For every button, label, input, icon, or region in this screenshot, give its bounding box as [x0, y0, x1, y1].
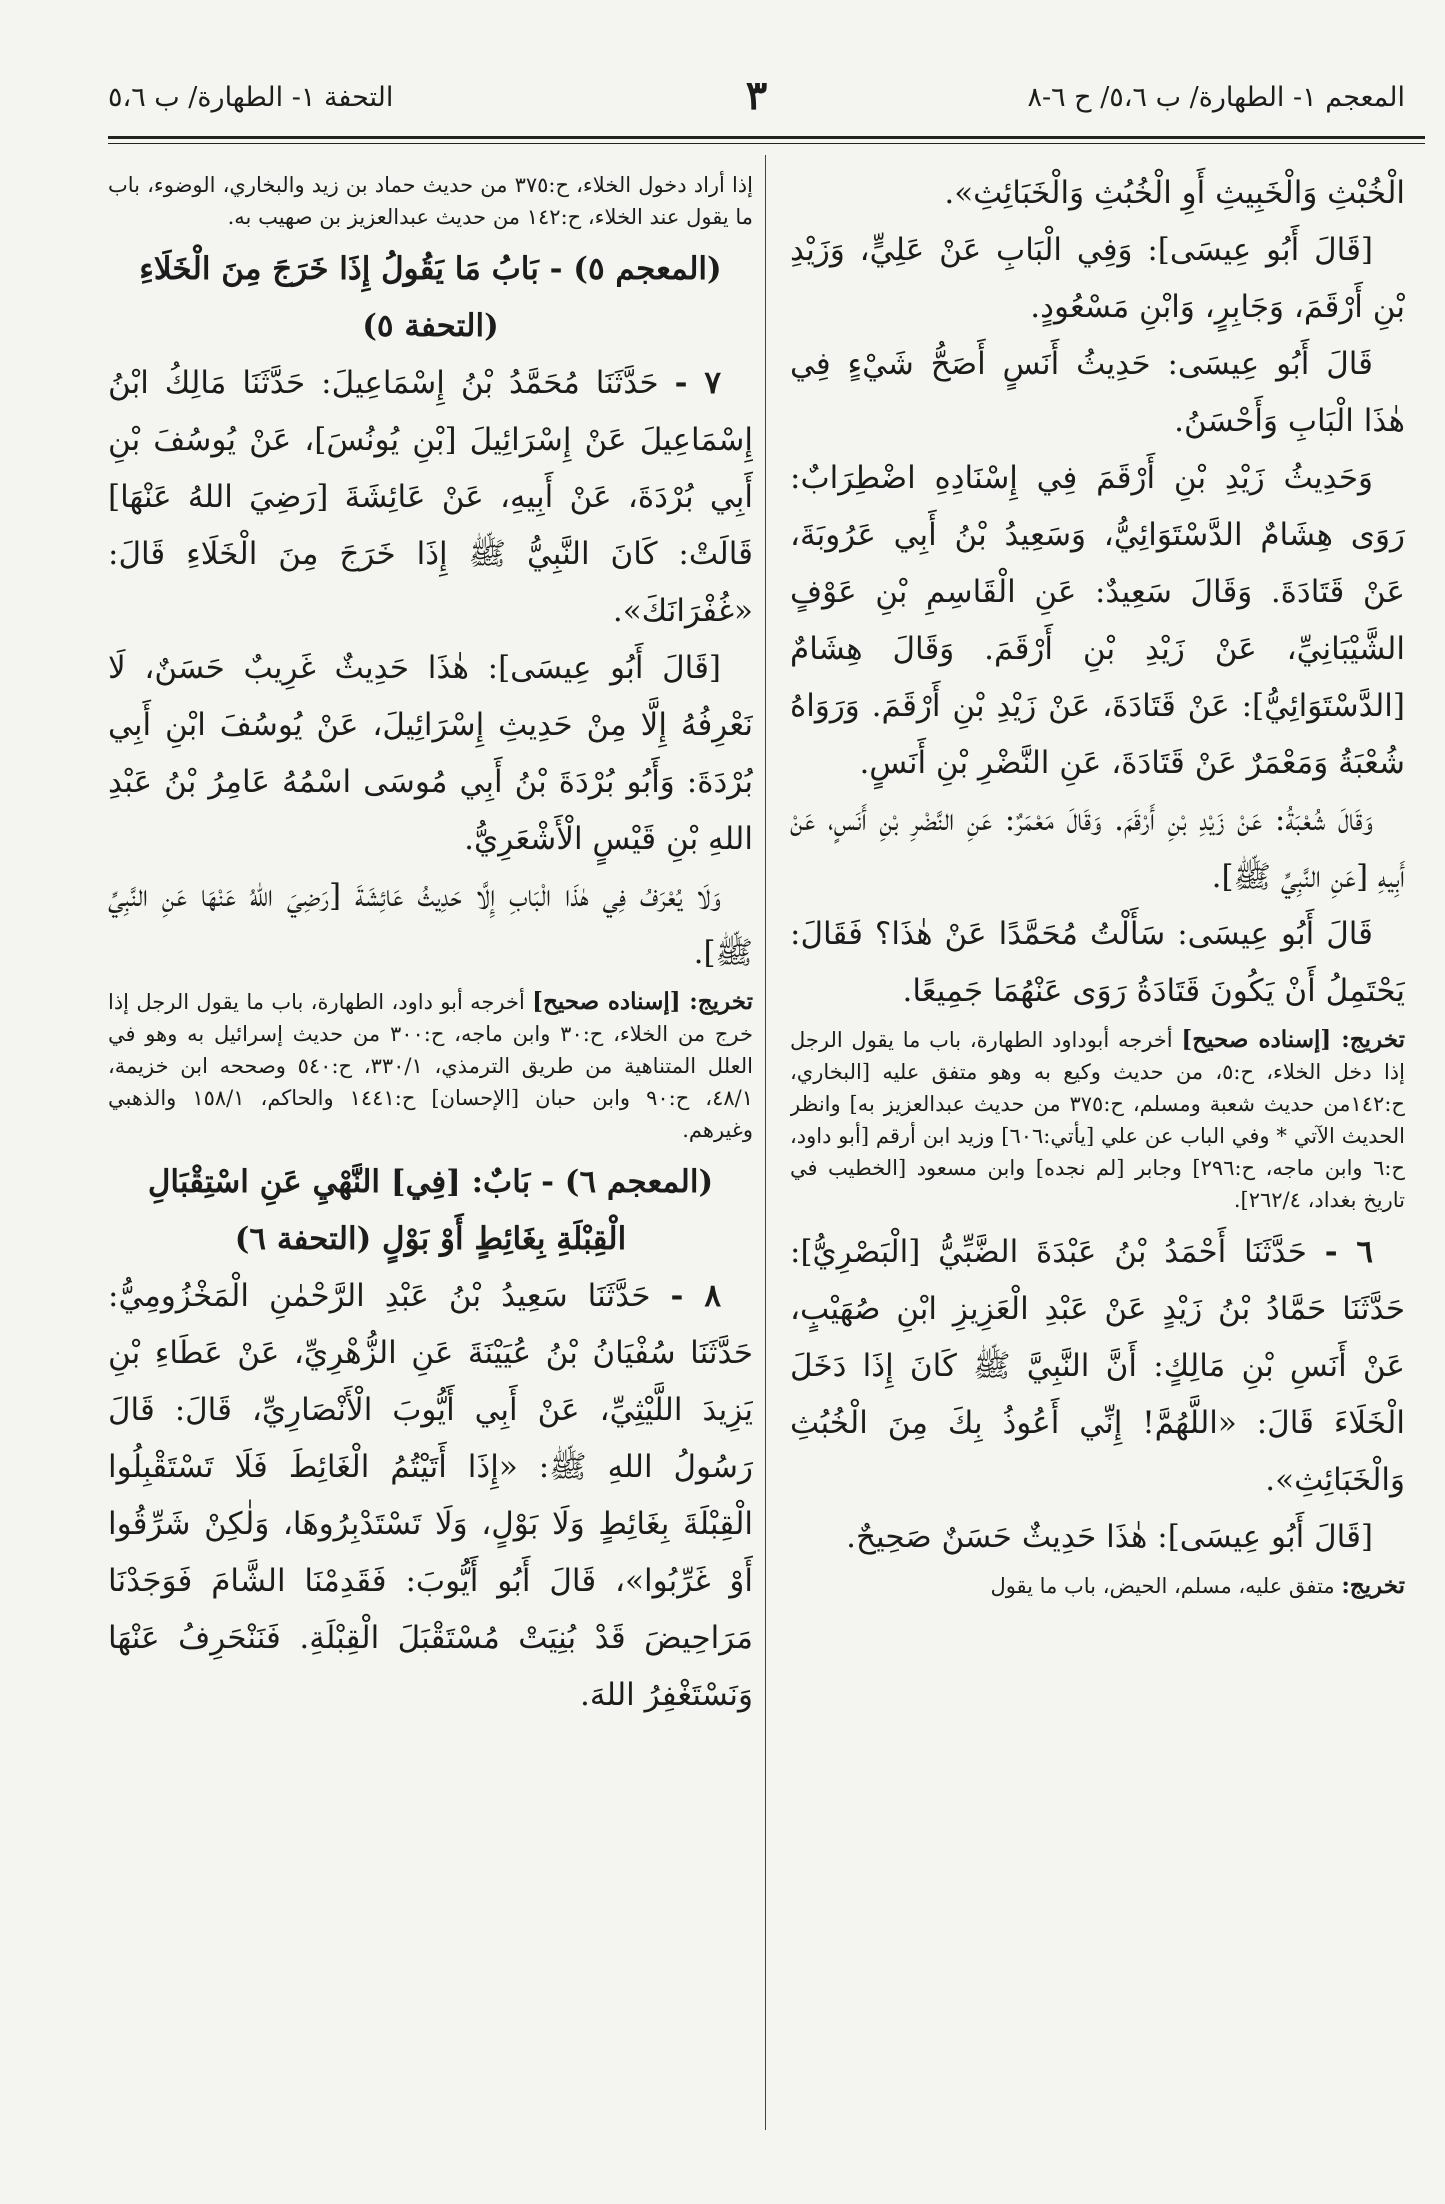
hadith-text — [108, 355, 753, 640]
column-divider — [765, 155, 766, 2130]
takhrij-label: تخريج: [إسناده صحيح] — [1181, 1026, 1405, 1053]
header-rule-thick — [108, 136, 1425, 139]
takhrij-note — [108, 986, 753, 1146]
hadith-number: ٨ - — [670, 1278, 721, 1314]
header-rule-thin — [108, 143, 1425, 144]
page-header — [108, 72, 1405, 132]
commentary-text: وَلَا يُعْرَفُ فِي هٰذَا الْبَابِ إِلَّا حَدِيثُ عَائِشَةَ [رَضِيَ اللهُ عَنْهَا عَنِ النَّبِيِّ ﷺ]. — [108, 878, 753, 971]
commentary-text: [قَالَ أَبُو عِيسَى]: هٰذَا حَدِيثٌ حَسَنٌ صَحِيحٌ. — [846, 1519, 1373, 1555]
hadith-number: ٧ - — [674, 365, 721, 401]
commentary-text: وَحَدِيثُ زَيْدِ بْنِ أَرْقَمَ فِي إِسْنَادِهِ اضْطِرَابٌ: رَوَى هِشَامٌ الدَّسْتَوَائِيُّ، وَسَعِيدُ بْنُ أَبِي عَرُوبَةَ، عَنْ قَتَادَةَ. وَقَالَ سَعِيدٌ: عَنِ الْقَاسِمِ بْنِ عَوْفٍ الشَّيْبَانِيِّ، عَنْ زَيْدِ بْنِ أَرْقَمَ. وَقَالَ هِشَامٌ [الدَّسْتَوَائِيُّ]: عَنْ قَتَادَةَ، عَنْ زَيْدِ بْنِ أَرْقَمَ. وَرَوَاهُ شُعْبَةُ وَمَعْمَرٌ عَنْ قَتَادَةَ، عَنِ النَّضْرِ بْنِ أَنَسٍ. — [790, 460, 1405, 781]
hadith-body: حَدَّثَنَا مُحَمَّدُ بْنُ إِسْمَاعِيلَ: حَدَّثَنَا مَالِكُ ابْنُ إِسْمَاعِيلَ عَنْ إِسْرَائِيلَ [بْنِ يُونُسَ]، عَنْ يُوسُفَ بْنِ أَبِي بُرْدَةَ، عَنْ أَبِيهِ، عَنْ عَائِشَةَ [رَضِيَ اللهُ عَنْهَا] قَالَتْ: كَانَ النَّبِيُّ ﷺ إِذَا خَرَجَ مِنَ الْخَلَاءِ قَالَ: «غُفْرَانَكَ». — [108, 365, 753, 629]
page-number: ٣ — [745, 72, 768, 119]
takhrij-note — [790, 1570, 1405, 1602]
hadith-body: حَدَّثَنَا سَعِيدُ بْنُ عَبْدِ الرَّحْمٰنِ الْمَخْزُومِيُّ: حَدَّثَنَا سُفْيَانُ بْنُ عُيَيْنَةَ عَنِ الزُّهْرِيِّ، عَنْ عَطَاءِ بْنِ يَزِيدَ اللَّيْثِيِّ، عَنْ أَبِي أَيُّوبَ الْأَنْصَارِيِّ، قَالَ: قَالَ رَسُولُ اللهِ ﷺ: «إِذَا أَتَيْتُمُ الْغَائِطَ فَلَا تَسْتَقْبِلُوا الْقِبْلَةَ بِغَائِطٍ وَلَا بَوْلٍ، وَلَا تَسْتَدْبِرُوهَا، وَلٰكِنْ شَرِّقُوا أَوْ غَرِّبُوا»، قَالَ أَبُو أَيُّوبَ: فَقَدِمْنَا الشَّامَ فَوَجَدْنَا مَرَاحِيضَ قَدْ بُنِيَتْ مُسْتَقْبَلَ الْقِبْلَةِ. فَنَنْحَرِفُ عَنْهَا وَنَسْتَغْفِرُ اللهَ. — [108, 1278, 753, 1713]
takhrij-note: إذا أراد دخول الخلاء، ح:٣٧٥ من حديث حماد بن زيد والبخاري، الوضوء، باب ما يقول عند الخلاء، ح:١٤٢ من حديث عبدالعزيز بن صهيب به. — [108, 173, 753, 229]
takhrij-text: متفق عليه، مسلم، الحيض، باب ما يقول — [990, 1574, 1335, 1598]
commentary-text: وَقَالَ شُعْبَةُ: عَنْ زَيْدِ بْنِ أَرْقَمَ. وَقَالَ مَعْمَرٌ: عَنِ النَّضْرِ بْنِ أَنَسٍ، عَنْ أَبِيهِ [عَنِ النَّبِيِّ ﷺ]. — [790, 802, 1405, 895]
hadith-text — [108, 1268, 753, 1724]
chapter-heading: (المعجم ٦) - بَابٌ: [فِي] النَّهْيِ عَنِ اسْتِقْبَالِ الْقِبْلَةِ بِغَائِطٍ أَوْ بَوْلٍ (التحفة ٦) — [147, 1164, 714, 1257]
right-column — [790, 165, 1405, 2125]
commentary-text: قَالَ أَبُو عِيسَى: سَأَلْتُ مُحَمَّدًا عَنْ هٰذَا؟ فَقَالَ: يَحْتَمِلُ أَنْ يَكُونَ قَتَادَةُ رَوَى عَنْهُمَا جَمِيعًا. — [790, 916, 1405, 1009]
commentary-text: [قَالَ أَبُو عِيسَى]: هٰذَا حَدِيثٌ غَرِيبٌ حَسَنٌ، لَا نَعْرِفُهُ إِلَّا مِنْ حَدِيثِ إِسْرَائِيلَ، عَنْ يُوسُفَ ابْنِ أَبِي بُرْدَةَ: وَأَبُو بُرْدَةَ بْنُ أَبِي مُوسَى اسْمُهُ عَامِرُ بْنُ عَبْدِ اللهِ بْنِ قَيْسٍ الْأَشْعَرِيُّ. — [108, 650, 753, 857]
takhrij-text: أخرجه أبوداود الطهارة، باب ما يقول الرجل إذا دخل الخلاء، ح:٥، من حديث وكيع به وهو متفق عليه [البخاري، ح:١٤٢من حديث شعبة ومسلم، ح:٣٧٥ من حديث عبدالعزيز به] وانظر الحديث الآتي * وفي الباب عن علي [يأتي:٦٠٦] وزيد ابن أرقم [أبو داود، ح:٦ وابن ماجه، ح:٢٩٦] وجابر [لم نجده] وابن مسعود [الخطيب في تاريخ بغداد، ٢٦٢/٤]. — [790, 1028, 1405, 1212]
header-left-reference: التحفة ١- الطهارة/ ب ٥،٦ — [108, 82, 394, 113]
takhrij-label: تخريج: [إسناده صحيح] — [532, 988, 753, 1015]
header-right-reference: المعجم ١- الطهارة/ ب ٥،٦/ ح ٦-٨ — [1027, 82, 1405, 113]
hadith-text — [790, 1224, 1405, 1509]
chapter-heading: (المعجم ٥) - بَابُ مَا يَقُولُ إِذَا خَرَجَ مِنَ الْخَلَاءِ (التحفة ٥) — [139, 251, 722, 344]
hadith-text: الْخُبْثِ وَالْخَبِيثِ أَوِ الْخُبُثِ وَالْخَبَائِثِ». — [944, 175, 1405, 211]
takhrij-text: أخرجه أبو داود، الطهارة، باب ما يقول الرجل إذا خرج من الخلاء، ح:٣٠ وابن ماجه، ح:٣٠٠ من حديث إسرائيل به وهو في العلل المتناهية من طريق الترمذي، ٣٣٠/١، ح:٥٤٠ وصححه ابن خزيمة، ٤٨/١، ح:٩٠ وابن حبان [الإحسان] ح:١٤٤١ والحاكم، ١٥٨/١ والذهبي وغيرهم. — [108, 990, 753, 1142]
commentary-text: قَالَ أَبُو عِيسَى: حَدِيثُ أَنَسٍ أَصَحُّ شَيْءٍ فِي هٰذَا الْبَابِ وَأَحْسَنُ. — [790, 346, 1405, 439]
takhrij-note — [790, 1024, 1405, 1216]
hadith-number: ٦ - — [1324, 1234, 1373, 1270]
takhrij-label: تخريج: — [1341, 1572, 1405, 1599]
hadith-body: حَدَّثَنَا أَحْمَدُ بْنُ عَبْدَةَ الضَّبِّيُّ [الْبَصْرِيُّ]: حَدَّثَنَا حَمَّادُ بْنُ زَيْدٍ عَنْ عَبْدِ الْعَزِيزِ ابْنِ صُهَيْبٍ، عَنْ أَنَسِ بْنِ مَالِكٍ: أَنَّ النَّبِيَّ ﷺ كَانَ إِذَا دَخَلَ الْخَلَاءَ قَالَ: «اللَّهُمَّ! إِنِّي أَعُوذُ بِكَ مِنَ الْخُبُثِ وَالْخَبَائِثِ». — [790, 1234, 1405, 1498]
left-column — [108, 165, 753, 2125]
commentary-text: [قَالَ أَبُو عِيسَى]: وَفِي الْبَابِ عَنْ عَلِيٍّ، وَزَيْدِ بْنِ أَرْقَمَ، وَجَابِرٍ، وَابْنِ مَسْعُودٍ. — [790, 232, 1405, 325]
